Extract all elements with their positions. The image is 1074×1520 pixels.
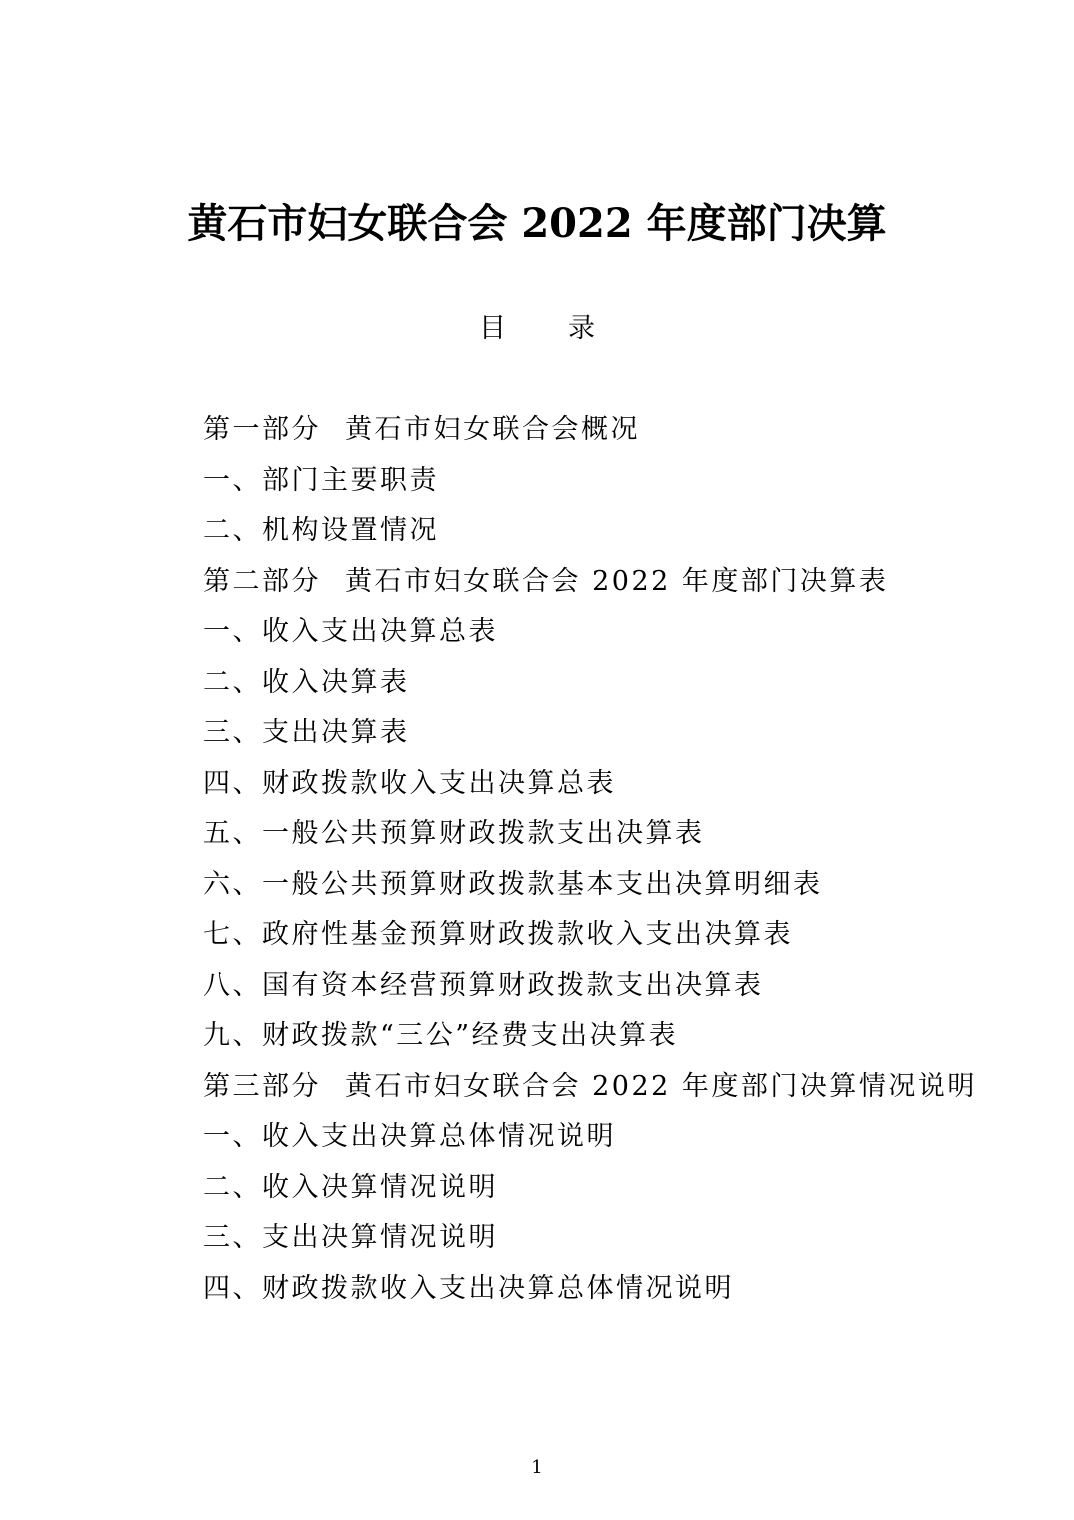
toc-item: 二、机构设置情况 — [203, 515, 439, 546]
toc-item: 六、一般公共预算财政拨款基本支出决算明细表 — [203, 868, 823, 900]
toc-heading-char-2: 录 — [568, 313, 595, 344]
toc-item: 二、收入决算表 — [203, 666, 410, 698]
toc-heading-char-1: 目 — [479, 313, 506, 344]
toc-part-title: 黄石市妇女联合会 2022 年度部门决算表 — [345, 565, 889, 597]
toc-item: 一、收入支出决算总体情况说明 — [203, 1121, 616, 1152]
toc-item: 九、财政拨款“三公”经费支出决算表 — [203, 1020, 679, 1051]
toc-part-1 — [203, 405, 1003, 456]
toc-item: 五、一般公共预算财政拨款支出决算表 — [203, 818, 705, 849]
toc-part-title: 黄石市妇女联合会概况 — [345, 414, 640, 445]
toc-item: 一、部门主要职责 — [203, 464, 439, 496]
document-title: 黄石市妇女联合会 2022 年度部门决算 — [187, 200, 887, 247]
toc-heading — [0, 309, 1074, 349]
toc-part-title: 黄石市妇女联合会 2022 年度部门决算情况说明 — [345, 1070, 977, 1102]
toc-item: 三、支出决算表 — [203, 717, 410, 748]
toc-item: 四、财政拨款收入支出决算总体情况说明 — [203, 1272, 734, 1304]
toc-item: 三、支出决算情况说明 — [203, 1222, 498, 1253]
toc-part-label: 第三部分 — [203, 1070, 321, 1102]
table-of-contents — [203, 405, 1003, 1314]
toc-part-label: 第二部分 — [203, 565, 321, 597]
toc-item: 二、收入决算情况说明 — [203, 1171, 498, 1203]
toc-item: 一、收入支出决算总表 — [203, 616, 498, 647]
toc-item: 八、国有资本经营预算财政拨款支出决算表 — [203, 969, 764, 1001]
toc-item: 七、政府性基金预算财政拨款收入支出决算表 — [203, 919, 793, 950]
toc-part-label: 第一部分 — [203, 414, 321, 445]
page-number: 1 — [531, 1457, 543, 1478]
toc-part-2 — [203, 557, 1003, 608]
toc-part-3 — [203, 1062, 1003, 1113]
toc-item: 四、财政拨款收入支出决算总表 — [203, 767, 616, 799]
